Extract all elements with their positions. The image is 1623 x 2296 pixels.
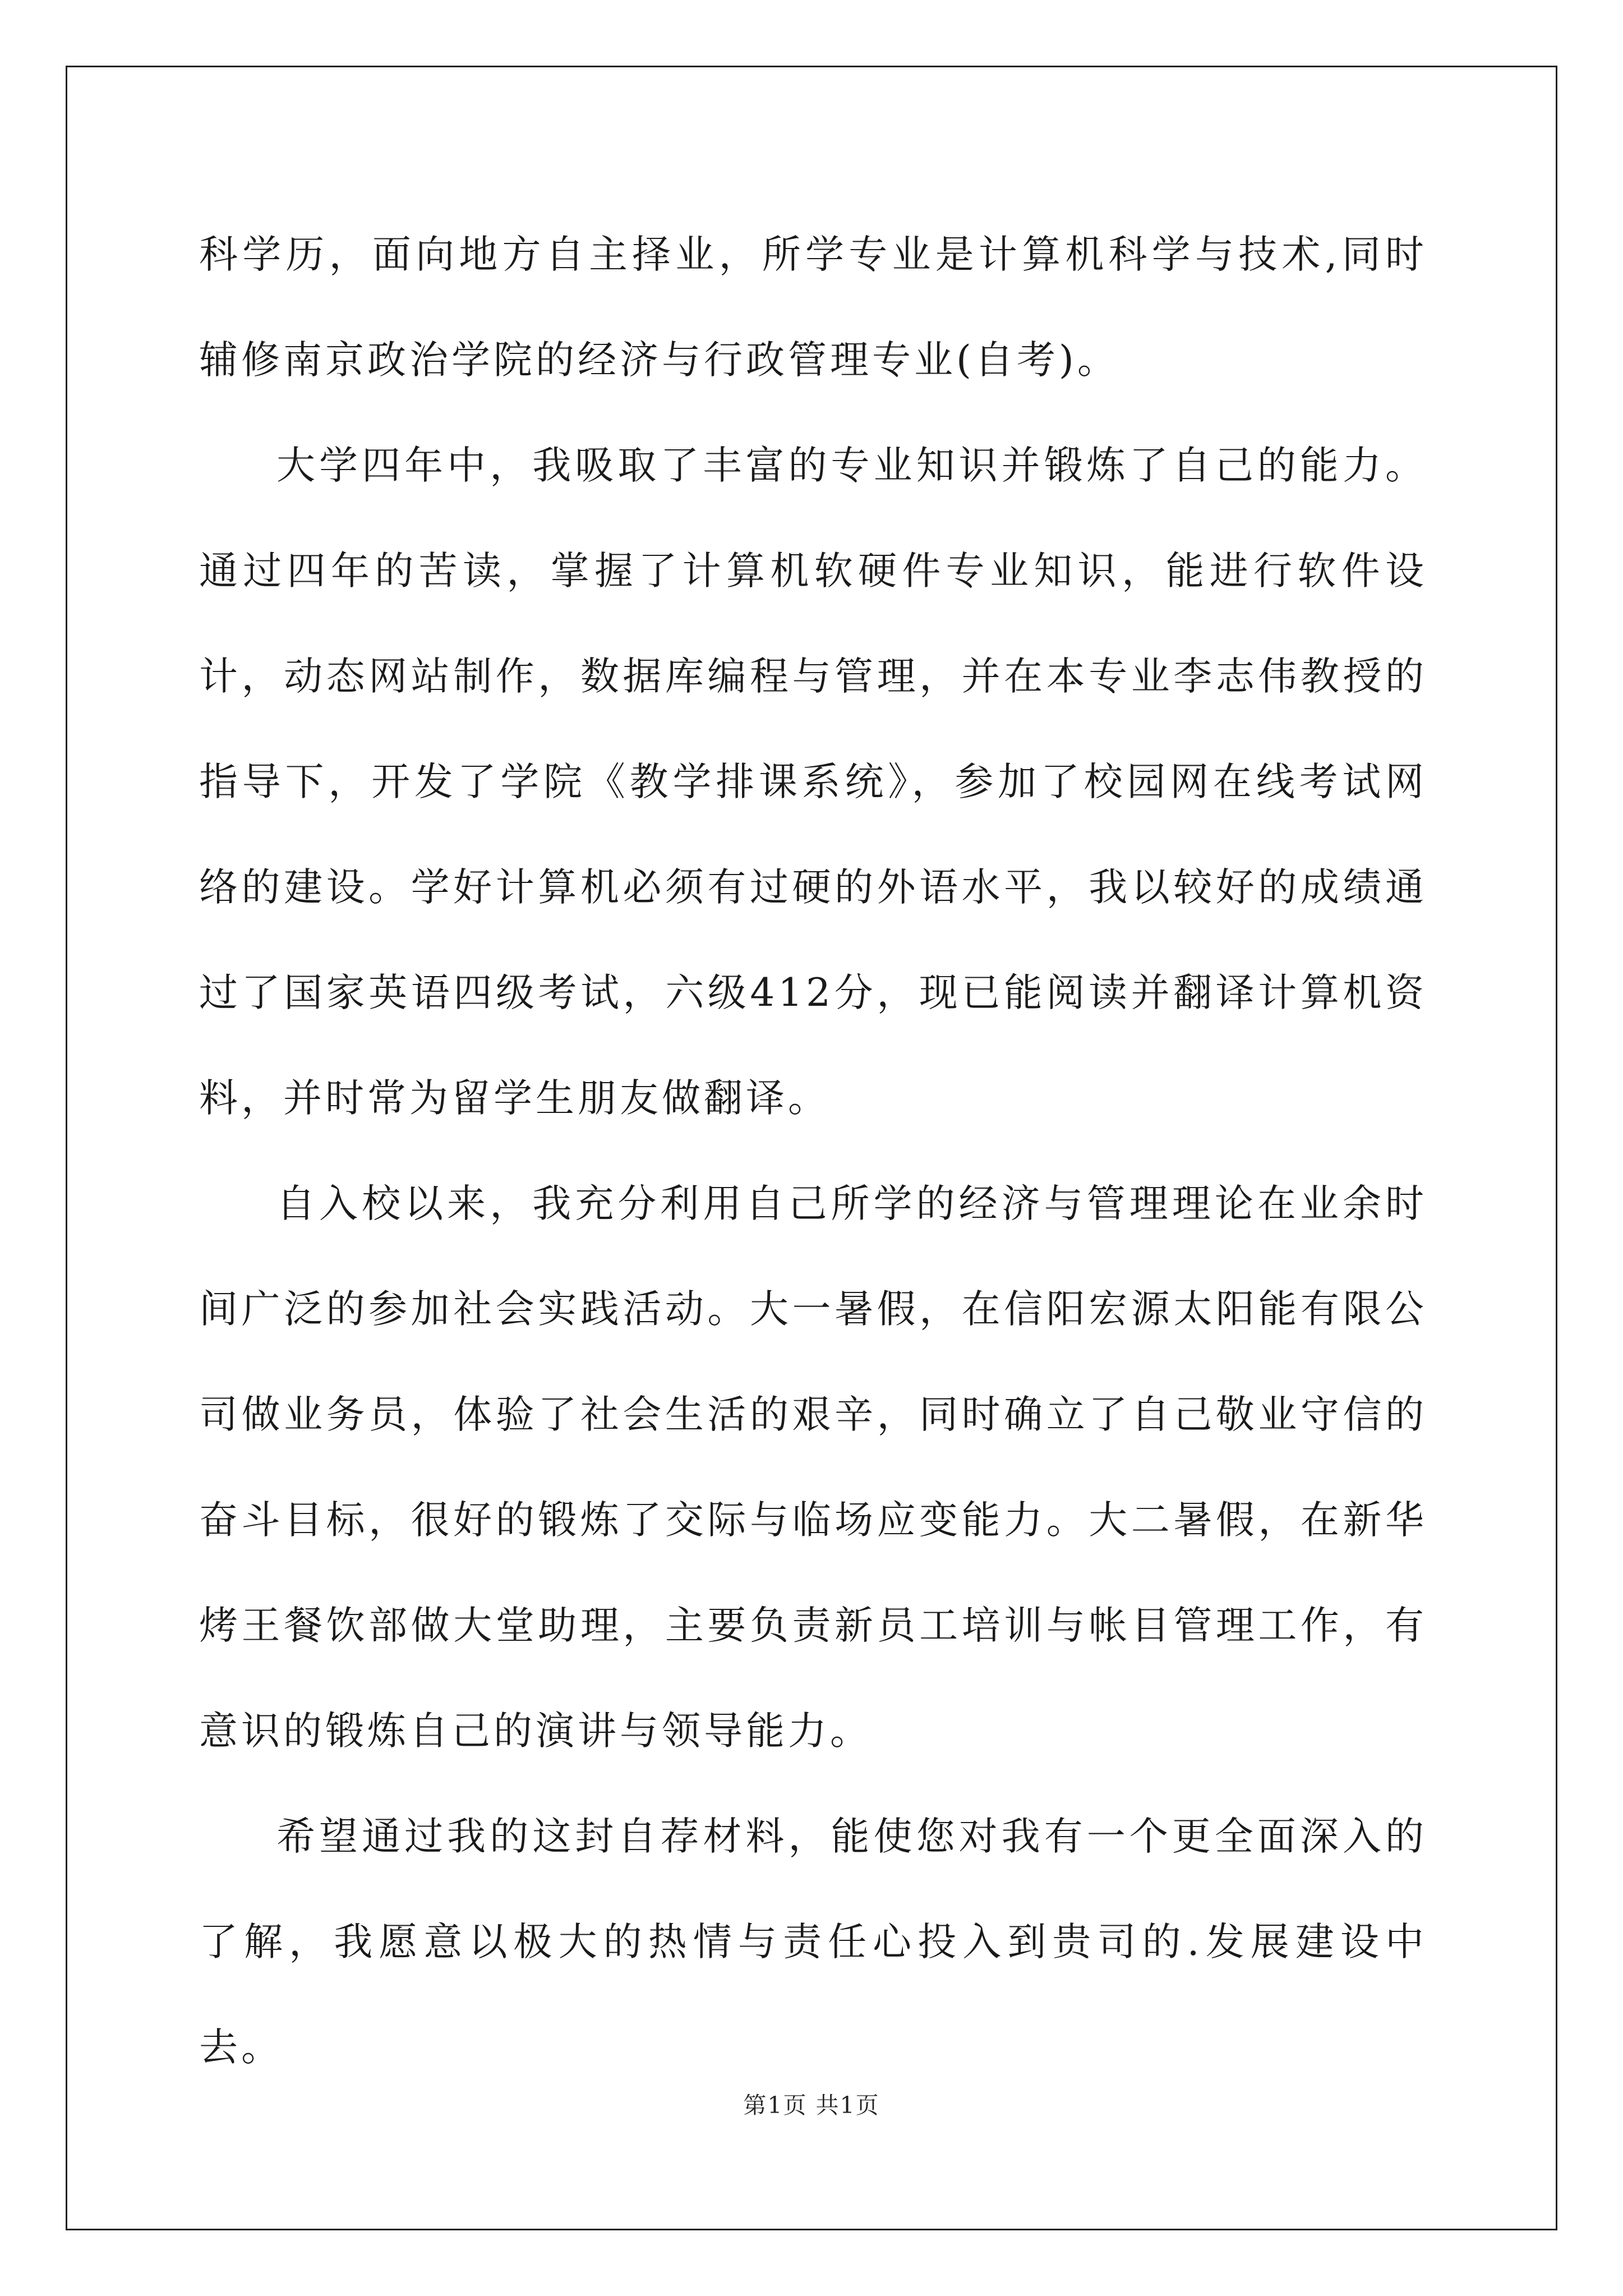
paragraph-1: 科学历，面向地方自主择业，所学专业是计算机科学与技术,同时辅修南京政治学院的经济与行政管理专业(自考)。: [199, 232, 1427, 383]
paragraph-4: 希望通过我的这封自荐材料，能使您对我有一个更全面深入的了解，我愿意以极大的热情与责任心投入到贵司的.发展建设中去。: [199, 1814, 1427, 2070]
document-body: [199, 202, 1427, 2100]
paragraph-3: 自入校以来，我充分利用自己所学的经济与管理理论在业余时间广泛的参加社会实践活动。大一暑假，在信阳宏源太阳能有限公司做业务员，体验了社会生活的艰辛，同时确立了自己敬业守信的奋斗目标，很好的锻炼了交际与临场应变能力。大二暑假，在新华烤王餐饮部做大堂助理，主要负责新员工培训与帐目管理工作，有意识的锻炼自己的演讲与领导能力。: [199, 1181, 1427, 1754]
page-number: 第1页 共1页: [743, 2092, 880, 2119]
paragraph-2: 大学四年中，我吸取了丰富的专业知识并锻炼了自己的能力。通过四年的苦读，掌握了计算机软硬件专业知识，能进行软件设计，动态网站制作，数据库编程与管理，并在本专业李志伟教授的指导下，开发了学院《教学排课系统》，参加了校园网在线考试网络的建设。学好计算机必须有过硬的外语水平，我以较好的成绩通过了国家英语四级考试，六级412分，现已能阅读并翻译计算机资料，并时常为留学生朋友做翻译。: [199, 443, 1427, 1121]
